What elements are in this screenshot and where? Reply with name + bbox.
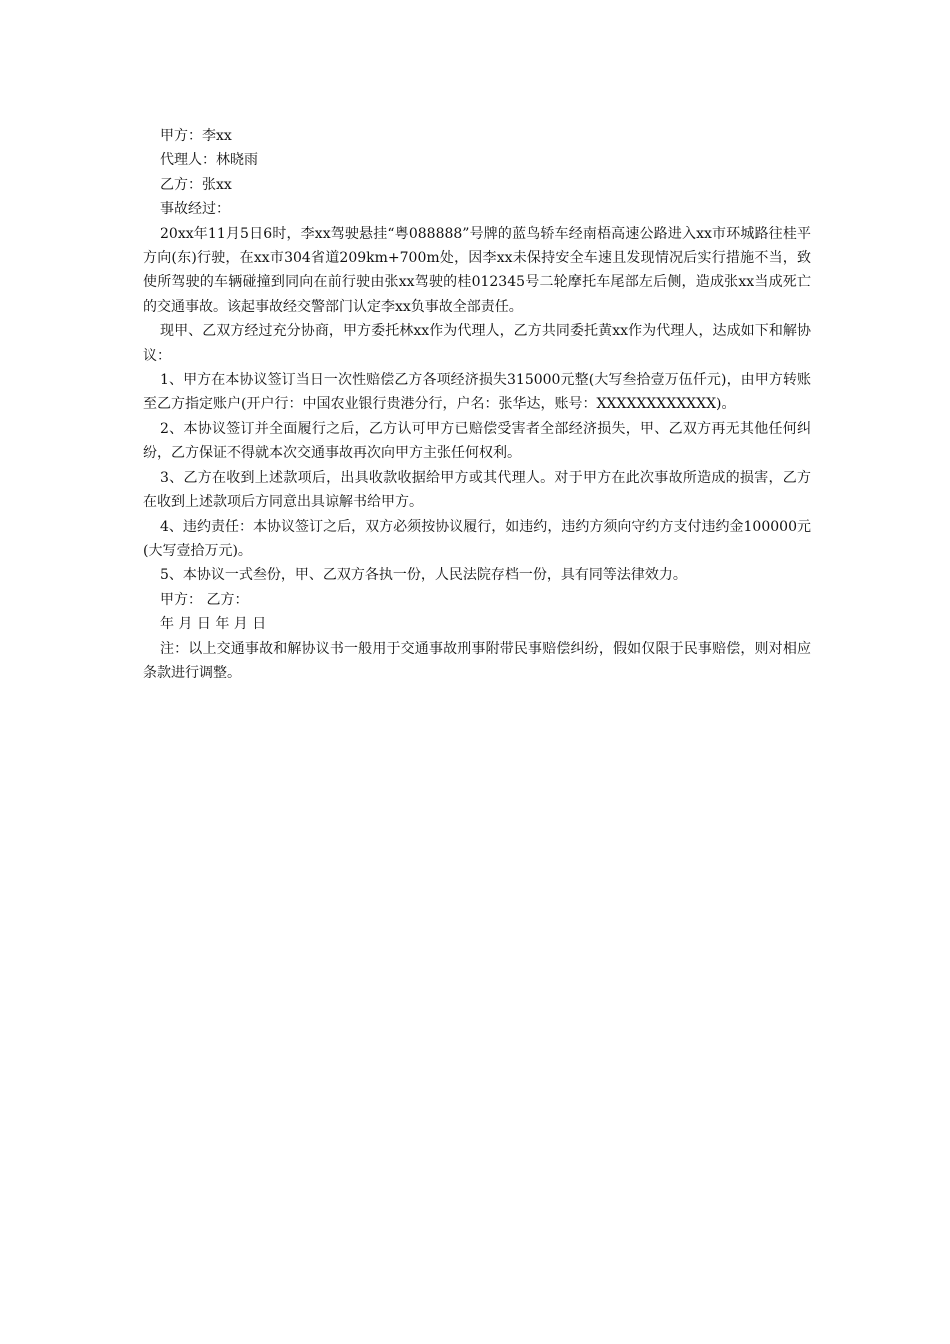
date-line: 年 月 日 年 月 日 [160,616,267,633]
note-paragraph: 注：以上交通事故和解协议书一般用于交通事故刑事附带民事赔偿纠纷，假如仅限于民事赔偿，则对相应条款进行调整。 [143,640,811,681]
accident-heading: 事故经过： [160,201,230,218]
clause-1: 1、甲方在本协议签订当日一次性赔偿乙方各项经济损失315000元整(大写叁拾壹万伍仟元)，由甲方转账至乙方指定账户(开户行：中国农业银行贵港分行，户名：张华达，账号：XXXXXXXXXXXX)。 [143,372,811,413]
signature-line: 甲方： 乙方： [160,591,249,608]
negotiation-paragraph: 现甲、乙双方经过充分协商，甲方委托林xx作为代理人，乙方共同委托黄xx作为代理人，达成如下和解协议： [143,323,811,364]
clause-2: 2、本协议签订并全面履行之后，乙方认可甲方已赔偿受害者全部经济损失，甲、乙双方再无其他任何纠纷，乙方保证不得就本次交通事故再次向甲方主张任何权利。 [143,420,811,462]
clause-4: 4、违约责任：本协议签订之后，双方必须按协议履行，如违约，违约方须向守约方支付违约金100000元(大写壹拾万元)。 [143,518,811,559]
party-a-line: 甲方：李xx [160,128,232,144]
agent-line: 代理人：林晓雨 [160,152,258,169]
accident-description: 20xx年11月5日6时，李xx驾驶悬挂“粤088888”号牌的蓝鸟轿车经南梧高速公路进入xx市环城路往桂平方向(东)行驶，在xx市304省道209km+700m处，因李xx未保持安全车速且发现情况后实行措施不当，致使所驾驶的车辆碰撞到同向在前行驶由张xx驾驶的桂012345号二轮摩托车尾部左后侧，造成张xx当成死亡的交通事故。该起事故经交警部门认定李xx负事故全部责任。 [143,225,811,315]
clause-5: 5、本协议一式叁份，甲、乙双方各执一份，人民法院存档一份，具有同等法律效力。 [160,567,687,584]
agreement-body [143,124,811,685]
party-b-line: 乙方：张xx [160,176,232,193]
clause-3: 3、乙方在收到上述款项后，出具收款收据给甲方或其代理人。对于甲方在此次事故所造成的损害，乙方在收到上述款项后方同意出具谅解书给甲方。 [143,469,811,511]
